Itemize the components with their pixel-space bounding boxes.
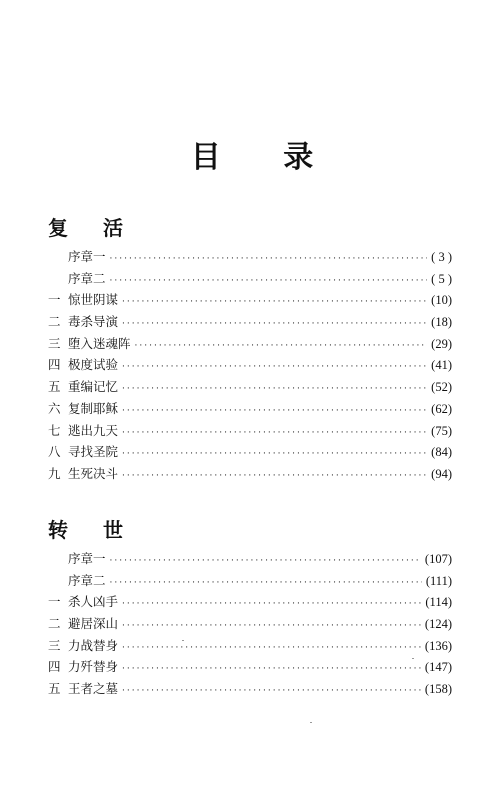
chapter-title: 避居深山	[68, 616, 119, 632]
chapter-number: 五	[48, 379, 61, 395]
chapter-number: 八	[48, 444, 61, 460]
chapter-title: 王者之墓	[68, 681, 119, 697]
chapter-number: 六	[48, 400, 61, 416]
dot-leader	[122, 314, 427, 336]
chapter-title: 惊世阴谋	[68, 292, 119, 308]
dot-leader	[122, 292, 427, 314]
page-number: (107)	[424, 552, 452, 566]
toc-entry[interactable]	[48, 463, 452, 485]
page-number: ( 5 )	[431, 271, 452, 286]
chapter-title: 寻找圣院	[68, 444, 119, 460]
toc-entry[interactable]	[48, 420, 452, 442]
toc-entry[interactable]	[48, 376, 452, 398]
chapter-title: 极度试验	[68, 357, 119, 373]
chapter-number: 四	[48, 357, 61, 373]
toc-entry[interactable]	[48, 289, 452, 311]
toc-entry[interactable]	[48, 398, 452, 420]
toc-entry[interactable]	[48, 548, 452, 570]
chapter-number: 三	[48, 335, 61, 351]
scan-speck	[412, 658, 414, 659]
chapter-title: 生死决斗	[68, 465, 119, 481]
page-number: (10)	[431, 293, 452, 308]
chapter-title: 序章二	[68, 270, 106, 286]
page-number: (52)	[431, 380, 452, 395]
toc-entry[interactable]	[48, 570, 452, 592]
dot-leader	[122, 659, 421, 681]
dot-leader	[122, 401, 427, 423]
toc-list	[48, 246, 452, 485]
chapter-number: 二	[48, 314, 61, 330]
dot-leader	[122, 357, 427, 379]
dot-leader	[122, 466, 427, 488]
page-title: 目 录	[190, 140, 340, 175]
toc-entry[interactable]	[48, 246, 452, 268]
chapter-title: 序章二	[68, 572, 106, 588]
toc-entry[interactable]	[48, 354, 452, 376]
page-number: (18)	[431, 315, 452, 330]
chapter-title: 重编记忆	[68, 379, 119, 395]
toc-section-1	[48, 214, 452, 485]
chapter-number: 三	[48, 637, 61, 653]
chapter-title: 序章一	[68, 551, 106, 566]
page-number: (84)	[431, 445, 452, 460]
dot-leader	[122, 616, 421, 638]
toc-entry[interactable]	[48, 441, 452, 463]
page-number: ( 3 )	[431, 250, 452, 264]
page-number: (75)	[431, 423, 452, 438]
chapter-title: 杀人凶手	[68, 594, 119, 610]
page-number: (114)	[425, 595, 452, 610]
chapter-number: 九	[48, 465, 61, 481]
toc-entry[interactable]	[48, 591, 452, 613]
chapter-title: 力战替身	[68, 637, 119, 653]
dot-leader	[122, 444, 427, 466]
toc-entry[interactable]	[48, 268, 452, 290]
dot-leader	[110, 271, 428, 293]
page-number: (29)	[431, 336, 452, 351]
toc-entry[interactable]	[48, 656, 452, 678]
scan-speck	[310, 722, 312, 723]
dot-leader	[110, 573, 422, 595]
dot-leader	[122, 638, 421, 660]
chapter-title: 逃出九天	[68, 422, 119, 438]
chapter-number: 五	[48, 681, 61, 697]
page-number: (136)	[424, 638, 452, 653]
section-heading: 转 世	[48, 518, 137, 542]
chapter-title: 堕入迷魂阵	[68, 335, 131, 351]
page-number: (147)	[424, 660, 452, 675]
toc-entry[interactable]	[48, 333, 452, 355]
chapter-title: 毒杀导演	[68, 314, 119, 330]
dot-leader	[122, 379, 427, 401]
chapter-number: 四	[48, 659, 61, 675]
page-number: (62)	[431, 401, 452, 416]
dot-leader	[122, 594, 421, 616]
toc-entry[interactable]	[48, 311, 452, 333]
page-number: (124)	[424, 617, 452, 632]
toc-section-2	[48, 516, 452, 700]
page-number: (94)	[431, 466, 452, 481]
chapter-number: 一	[48, 594, 61, 610]
chapter-number: 一	[48, 292, 61, 308]
chapter-title: 力歼替身	[68, 659, 119, 675]
page-number: (41)	[431, 358, 452, 373]
page-number: (158)	[424, 682, 452, 697]
dot-leader	[122, 681, 421, 703]
section-heading: 复 活	[48, 216, 137, 240]
toc-entry[interactable]	[48, 635, 452, 657]
scan-speck	[182, 640, 184, 641]
dot-leader	[135, 336, 428, 358]
dot-leader	[110, 249, 428, 271]
dot-leader	[122, 423, 427, 445]
chapter-number: 二	[48, 616, 61, 632]
page-number: (111)	[425, 573, 452, 588]
chapter-number: 七	[48, 422, 61, 438]
toc-list	[48, 548, 452, 700]
toc-entry[interactable]	[48, 613, 452, 635]
toc-entry[interactable]	[48, 678, 452, 700]
dot-leader	[110, 551, 421, 573]
chapter-title: 序章一	[68, 249, 106, 264]
chapter-title: 复制耶稣	[68, 400, 119, 416]
